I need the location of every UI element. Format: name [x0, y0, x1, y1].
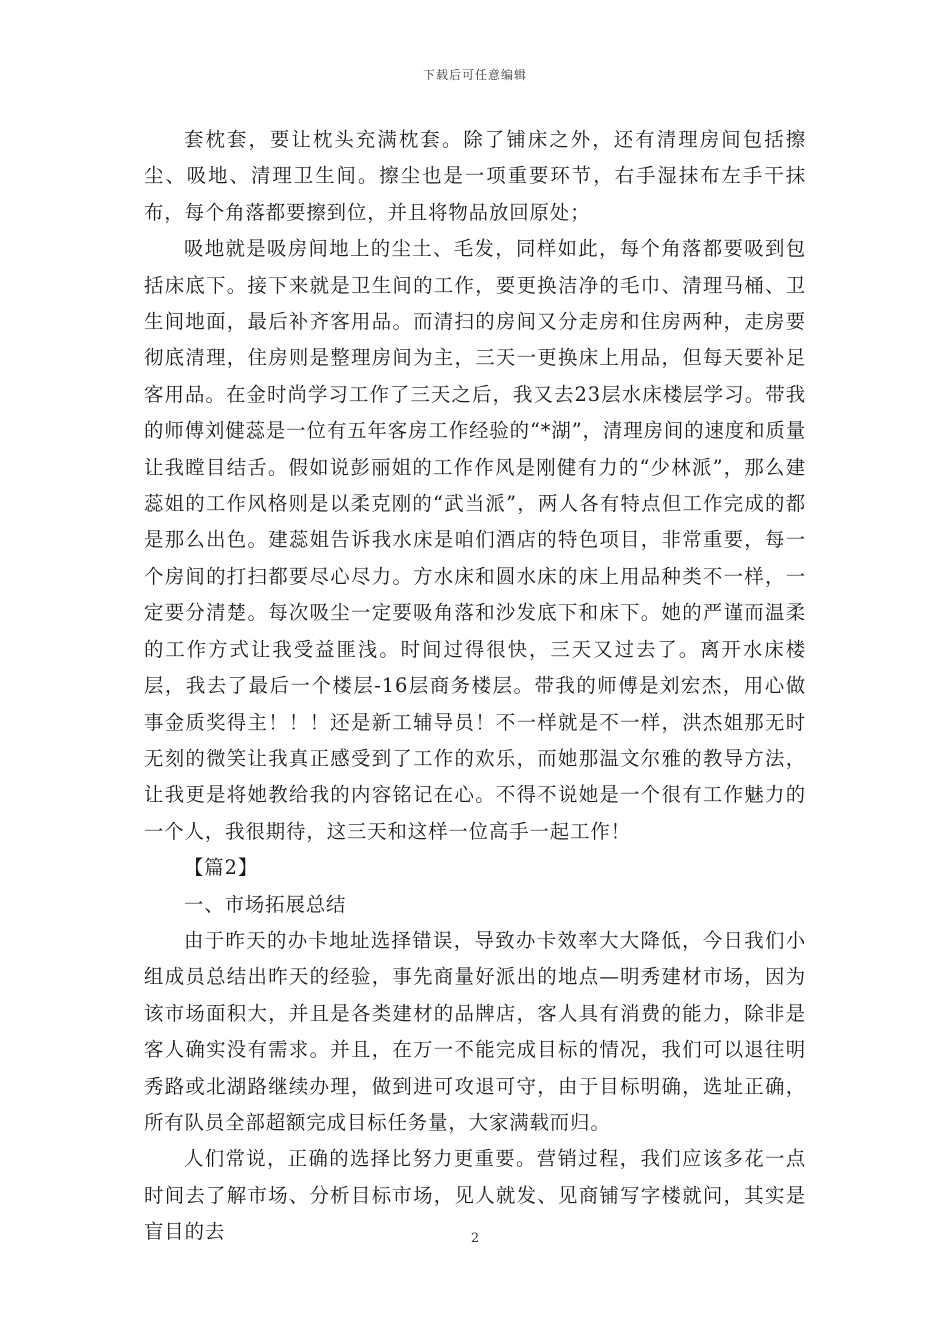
section-heading-part-2: 【篇2】 — [184, 856, 259, 880]
page-number: 2 — [470, 1231, 480, 1246]
page-header: 下载后可任意编辑 — [422, 68, 527, 82]
paragraph-vacuum-and-waterbed-floor: 吸地就是吸房间地上的尘土、毛发，同样如此，每个角落都要吸到包括床底下。接下来就是卫生间的工作，要更换洁净的毛巾、清理马桶、卫生间地面，最后补齐客用品。而清扫的房间又分走房和住房两种，走房要彻底清理，住房则是整理房间为主，三天一更换床上用品，但每天要补足客用品。在金时尚学习工作了三天之后，我又去23层水床楼层学习。带我的师傅刘健蕊是一位有五年客房工作经验的“*湖”，清理房间的速度和质量让我瞠目结舌。假如说彭丽姐的工作作风是刚健有力的“少林派”，那么建蕊姐的工作风格则是以柔克刚的“武当派”，两人各有特点但工作完成的都是那么出色。建蕊姐告诉我水床是咱们酒店的特色项目，非常重要，每一个房间的打扫都要尽心尽力。方水床和圆水床的床上用品种类不一样，一定要分清楚。每次吸尘一定要吸角落和沙发底下和床下。她的严谨而温柔的工作方式让我受益匪浅。时间过得很快，三天又过去了。离开水床楼层，我去了最后一个楼层-16层商务楼层。带我的师傅是刘宏杰，用心做事金质奖得主！！！还是新工辅导员！不一样就是不一样，洪杰姐那无时无刻的微笑让我真正感受到了工作的欢乐，而她那温文尔雅的教导方法，让我更是将她教给我的内容铭记在心。不得不说她是一个很有工作魅力的一个人，我很期待，这三天和这样一位高手一起工作！ — [144, 237, 806, 843]
document-body — [144, 122, 806, 1251]
paragraph-right-choice: 人们常说，正确的选择比努力更重要。营销过程，我们应该多花一点时间去了解市场、分析目标市场，见人就发、见商铺写字楼就问，其实是盲目的去 — [144, 1147, 806, 1244]
paragraph-card-location-choice: 由于昨天的办卡地址选择错误，导致办卡效率大大降低，今日我们小组成员总结出昨天的经验，事先商量好派出的地点—明秀建材市场，因为该市场面积大，并且是各类建材的品牌店，客人具有消费的能力，除非是客人确实没有需求。并且，在万一不能完成目标的情况，我们可以退往明秀路或北湖路继续办理，做到进可攻退可守，由于目标明确，选址正确，所有队员全部超额完成目标任务量，大家满载而归。 — [144, 928, 806, 1134]
paragraph-pillowcase-cleaning: 套枕套，要让枕头充满枕套。除了铺床之外，还有清理房间包括擦尘、吸地、清理卫生间。擦尘也是一项重要环节，右手湿抹布左手干抹布，每个角落都要擦到位，并且将物品放回原处； — [144, 128, 806, 224]
subheading-market-expansion-summary: 一、市场拓展总结 — [184, 892, 347, 916]
